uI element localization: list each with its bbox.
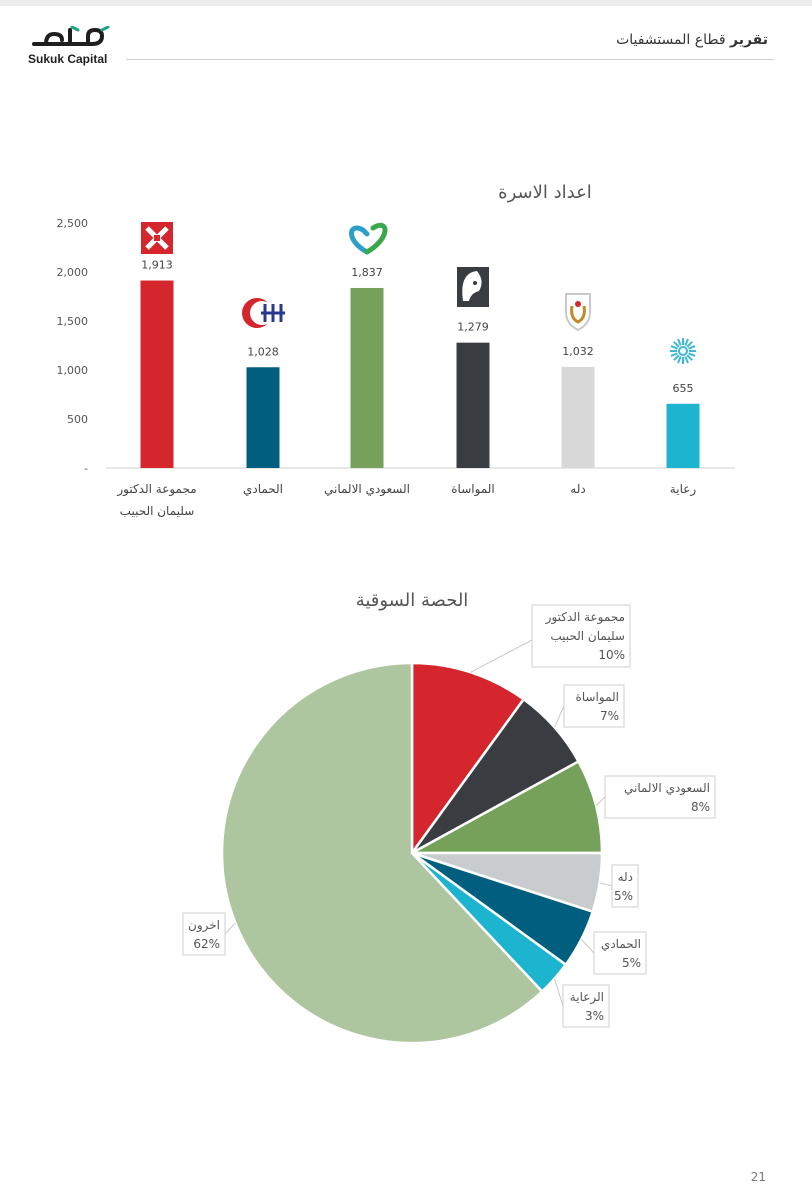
pie-data-label [471,605,630,672]
bar [247,367,280,468]
bar-value-label: 1,913 [141,258,173,272]
bar-chart-title: اعداد الاسرة [498,182,592,203]
category-label: السعودي الالماني [323,482,411,496]
slice-name: سليمان الحبيب [550,629,625,643]
page-number: 21 [750,1170,766,1184]
bar-group [667,338,700,497]
slice-percent: 8% [690,800,710,814]
report-title [616,32,768,48]
slice-name: مجموعة الدكتور [545,610,625,624]
heart-logo-icon [352,225,386,252]
leader-line [225,923,235,934]
beds-bar-chart [0,160,812,540]
leader-line [600,883,612,886]
bar-value-label: 1,837 [351,265,383,279]
slice-name: الحمادي [600,937,641,951]
bar [562,367,595,468]
y-tick-label: 1,000 [56,364,88,377]
slice-percent: 5% [621,956,641,970]
category-label: دله [570,482,586,496]
pie-data-label [555,979,609,1027]
cross-logo-icon [141,222,173,254]
pie-data-label [183,913,235,955]
sukuk-logo-icon [32,26,110,50]
slice-name: المواساة [575,690,619,704]
category-label: المواساة [451,482,495,496]
crescent-logo-icon [242,298,285,328]
leader-line [596,797,605,806]
leader-line [555,979,563,1006]
y-tick-label: 500 [67,413,88,426]
bar-group [451,267,494,497]
report-title-rest: قطاع المستشفيات [616,32,726,48]
shield-logo-icon [566,294,590,330]
pie-chart-title: الحصة السوقية [355,590,469,611]
bar-group [324,225,410,497]
report-title-bold: تقرير [729,32,768,48]
horse-logo-icon [457,267,489,307]
bar-value-label: 1,032 [562,344,594,358]
slice-percent: 5% [613,889,633,903]
bar [141,281,174,468]
leader-line [555,706,564,727]
category-label: رعاية [669,482,697,496]
slice-name: دله [617,870,633,884]
y-tick-label: 2,000 [56,266,88,279]
category-label: مجموعة الدكتور [117,482,197,496]
y-tick-label: - [84,462,88,475]
bar-value-label: 1,279 [457,320,489,334]
leader-line [581,939,594,953]
leader-line [471,640,532,672]
bar-value-label: 1,028 [247,345,279,359]
sunburst-logo-icon [670,338,696,364]
slice-percent: 3% [584,1009,604,1023]
slice-percent: 62% [193,937,220,951]
category-label: سليمان الحبيب [119,504,195,518]
top-band [0,0,812,6]
bar-value-label: 655 [672,381,694,395]
bar-group [242,298,285,496]
slice-name: الرعاية [569,990,604,1004]
bar-group [562,294,595,496]
slice-name: اخرون [188,918,220,932]
bar [351,288,384,468]
category-label: الحمادي [242,482,284,496]
market-share-pie-chart [0,580,812,1060]
brand-logo [28,24,118,68]
brand-name: Sukuk Capital [28,52,108,66]
slice-percent: 10% [598,648,625,662]
bar [457,343,490,468]
bar [667,404,700,468]
y-tick-label: 1,500 [56,315,88,328]
header-divider [126,59,774,60]
pie-data-label [555,685,624,727]
pie-data-label [581,932,646,974]
pie-data-label [600,865,638,907]
slice-percent: 7% [599,709,619,723]
bar-group [116,222,196,518]
slice-name: السعودي الالماني [623,781,710,795]
y-tick-label: 2,500 [56,217,88,230]
pie-data-label [596,776,715,818]
